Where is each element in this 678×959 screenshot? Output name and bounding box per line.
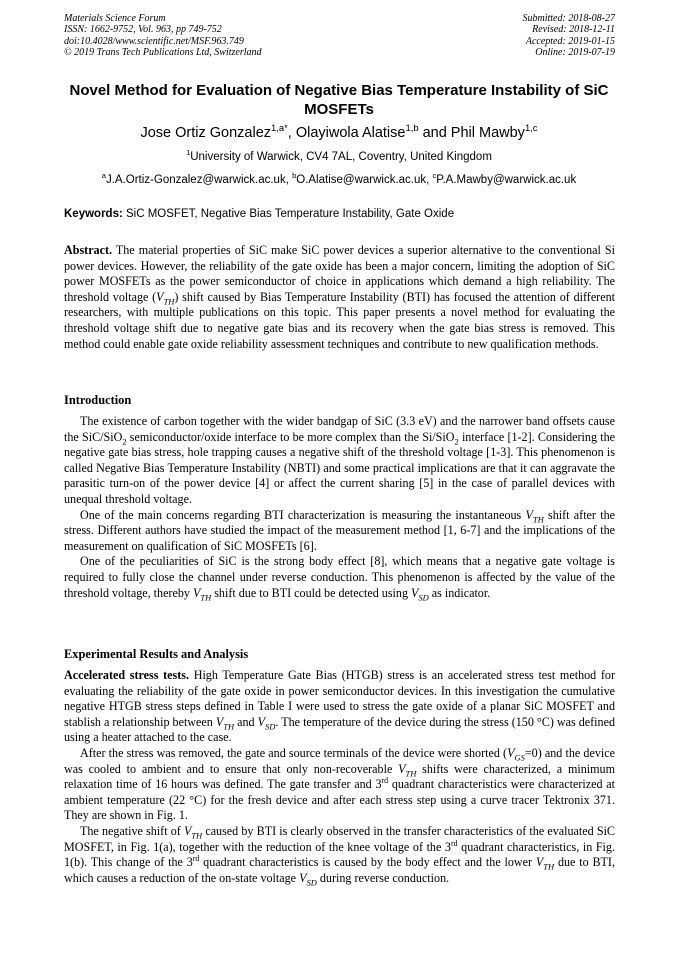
- math-subscript: GS: [514, 752, 525, 763]
- affiliation-text: University of Warwick, CV4 7AL, Coventry, United Kingdom: [190, 151, 492, 163]
- text-run: One of the peculiarities of SiC is the strong body effect [8], which means that a negative gate voltage is required to fully close the channel under reverse conduction. This phenomenon is affected by the value of the threshold voltage, thereby: [64, 554, 615, 600]
- math-var: V: [299, 870, 307, 885]
- math-subscript: SD: [306, 877, 317, 888]
- math-var: V: [257, 714, 266, 729]
- email-mark: b: [292, 171, 297, 181]
- author-name: Olayiwola Alatise: [295, 125, 406, 141]
- keywords-text: SiC MOSFET, Negative Bias Temperature Instability, Gate Oxide: [126, 208, 455, 220]
- introduction-body: [64, 414, 615, 601]
- paper-title: Novel Method for Evaluation of Negative Bias Temperature Instability of SiC MOSFETs: [69, 82, 609, 118]
- math-var: V: [183, 823, 192, 838]
- paragraph: [64, 554, 615, 601]
- abstract-paragraph: [64, 243, 615, 352]
- results-body: [64, 668, 615, 886]
- keywords: [64, 207, 615, 221]
- date-revised: Revised: 2018-12-11: [532, 24, 615, 36]
- math-var: V: [215, 714, 224, 729]
- superscript: rd: [381, 776, 389, 786]
- paragraph: [64, 824, 615, 886]
- math-var: V: [192, 585, 201, 600]
- journal-issn: ISSN: 1662-9752, Vol. 963, pp 749-752: [64, 24, 222, 36]
- paragraph: [64, 508, 615, 555]
- section-heading-results: Experimental Results and Analysis: [64, 647, 249, 661]
- text-run: . The temperature of the device during the stress (150 °C) was defined using a heater attached to the case.: [64, 714, 616, 745]
- journal-name: Materials Science Forum: [64, 13, 166, 24]
- text-run: quadrant characteristics, in Fig. 1(b). This change of the 3: [64, 839, 615, 870]
- email-link[interactable]: P.A.Mawby@warwick.ac.uk: [436, 174, 577, 186]
- author-affiliation-mark: 1,c: [524, 122, 538, 134]
- date-online: Online: 2019-07-19: [535, 47, 615, 59]
- author-separator: ,: [287, 125, 296, 141]
- affiliation: [40, 150, 638, 164]
- date-submitted: Submitted: 2018-08-27: [522, 13, 615, 24]
- math-subscript: TH: [543, 861, 555, 872]
- email-link[interactable]: O.Alatise@warwick.ac.uk: [296, 174, 427, 186]
- math-subscript: SD: [418, 591, 429, 602]
- email-mark: c: [432, 171, 437, 181]
- author-separator: and: [418, 125, 451, 141]
- email-separator: ,: [285, 174, 293, 186]
- author-name: Phil Mawby: [450, 125, 525, 141]
- paragraph: [64, 668, 615, 746]
- text-run: The material properties of SiC make SiC power devices a superior alternative to the conventional Si power devices. However, the reliability of the gate oxide has been a major concern, limiting the adoption of SiC power MOSFETs as the power semiconductor of choice in applications which demand a high reliability. The threshold voltage (: [64, 243, 615, 304]
- text-run: shift due to BTI could be detected using: [211, 585, 412, 600]
- math-var: V: [156, 289, 164, 304]
- text-run: as indicator.: [428, 585, 491, 600]
- subsection-label: Accelerated stress tests.: [64, 668, 190, 682]
- text-run: shifts were characterized, a minimum relaxation time of 16 hours was defined. The gate transfer and 3: [64, 761, 615, 792]
- math-var: V: [507, 745, 515, 760]
- text-run: The negative shift of: [80, 823, 184, 838]
- text-run: and: [234, 714, 258, 729]
- math-var: V: [411, 585, 419, 600]
- text-run: due to BTI, which causes a reduction of the on-state voltage: [64, 855, 615, 885]
- math-subscript: TH: [191, 830, 203, 841]
- keywords-label: Keywords:: [64, 208, 123, 220]
- text-run: quadrant characteristics were characterized at ambient temperature (22 °C) for the fresh device and after each stress step using a curve tracer Tektronix 371. They are shown in Fig. 1.: [64, 777, 615, 823]
- journal-doi[interactable]: doi:10.4028/www.scientific.net/MSF.963.749: [64, 35, 244, 47]
- section-heading-introduction: Introduction: [64, 393, 132, 407]
- math-subscript: TH: [200, 591, 212, 602]
- superscript: rd: [192, 854, 200, 864]
- math-subscript: TH: [532, 513, 544, 524]
- text-run: One of the main concerns regarding BTI characterization is measuring the instantaneous: [80, 507, 526, 522]
- superscript: rd: [450, 838, 458, 848]
- text-run: and the device was cooled to ambient and to ensure that only non-recoverable: [64, 745, 615, 776]
- email-mark: a: [101, 171, 106, 181]
- text-run: during reverse conduction.: [316, 870, 450, 885]
- publication-dates: [523, 13, 616, 59]
- email-link[interactable]: J.A.Ortiz-Gonzalez@warwick.ac.uk: [105, 174, 286, 186]
- text-run: High Temperature Gate Bias (HTGB) stress is an accelerated stress test method for evaluating the reliability of the gate oxide in power semiconductor devices. In this investigation the cumulative negative HTGB stress steps defined in Table I were used to stress the gate oxide of a planar SiC MOSFET and stablish a relationship between: [64, 668, 616, 729]
- author-emails: [30, 173, 648, 187]
- date-accepted: Accepted: 2019-01-15: [525, 35, 615, 47]
- author-list: [40, 124, 638, 142]
- math-var: V: [535, 855, 544, 870]
- text-run: After the stress was removed, the gate and source terminals of the device were shorted (: [80, 745, 508, 760]
- text-run: semiconductor/oxide interface to be more complex than the Si/SiO: [126, 429, 455, 444]
- author-name: Jose Ortiz Gonzalez: [140, 125, 272, 141]
- subscript: 2: [122, 436, 127, 446]
- text-run: The existence of carbon together with the wider bandgap of SiC (3.3 eV) and the narrower band offsets cause the SiC/SiO: [64, 414, 615, 444]
- math-subscript: SD: [265, 721, 276, 732]
- math-var: V: [525, 507, 533, 522]
- journal-info: [64, 13, 262, 59]
- text-run: =0): [524, 745, 542, 760]
- journal-copyright: © 2019 Trans Tech Publications Ltd, Switzerland: [64, 47, 262, 59]
- subscript: 2: [454, 436, 459, 446]
- paragraph: [64, 414, 615, 508]
- text-run: interface [1-2]. Considering the negative gate bias stress, hole trapping causes a negative shift of the threshold voltage [1-3]. This phenomenon is called Negative Bias Temperature Instability (NBTI) and some practical implications are that it can aggravate the parasitic turn-on of the power device [4] or affect the current sharing [5] in the case of parallel devices with unequal threshold voltage.: [64, 429, 616, 506]
- abstract-label: Abstract.: [64, 243, 113, 257]
- math-subscript: TH: [405, 767, 417, 778]
- author-affiliation-mark: 1,a*: [271, 122, 288, 134]
- text-run: quadrant characteristics is caused by the body effect and the lower: [199, 855, 536, 870]
- text-run: shift after the stress. Different authors have studied the impact of the measurement method [1, 6-7] and the implications of the measurement on qualification of SiC MOSFETs [6].: [64, 507, 615, 553]
- text-run: caused by BTI is clearly observed in the transfer characteristics of the evaluated SiC MOSFET, in Fig. 1(a), together with the reduction of the knee voltage of the 3: [64, 823, 615, 854]
- text-run: ) shift caused by Bias Temperature Instability (BTI) has focused the attention of different researchers, with multiple publications on this topic. This paper presents a novel method for evaluating the threshold voltage shift due to negative gate bias and its recovery when the gate bias stress is removed. This method could enable gate oxide reliability assessment techniques and contribute to new qualification methods.: [64, 289, 615, 351]
- math-var: V: [398, 761, 406, 776]
- abstract: [64, 243, 615, 352]
- author-affiliation-mark: 1,b: [405, 122, 419, 134]
- affiliation-mark: 1: [186, 148, 191, 158]
- math-subscript: TH: [223, 721, 235, 732]
- email-separator: ,: [426, 174, 433, 186]
- math-subscript: TH: [163, 296, 175, 307]
- paragraph: [64, 746, 615, 824]
